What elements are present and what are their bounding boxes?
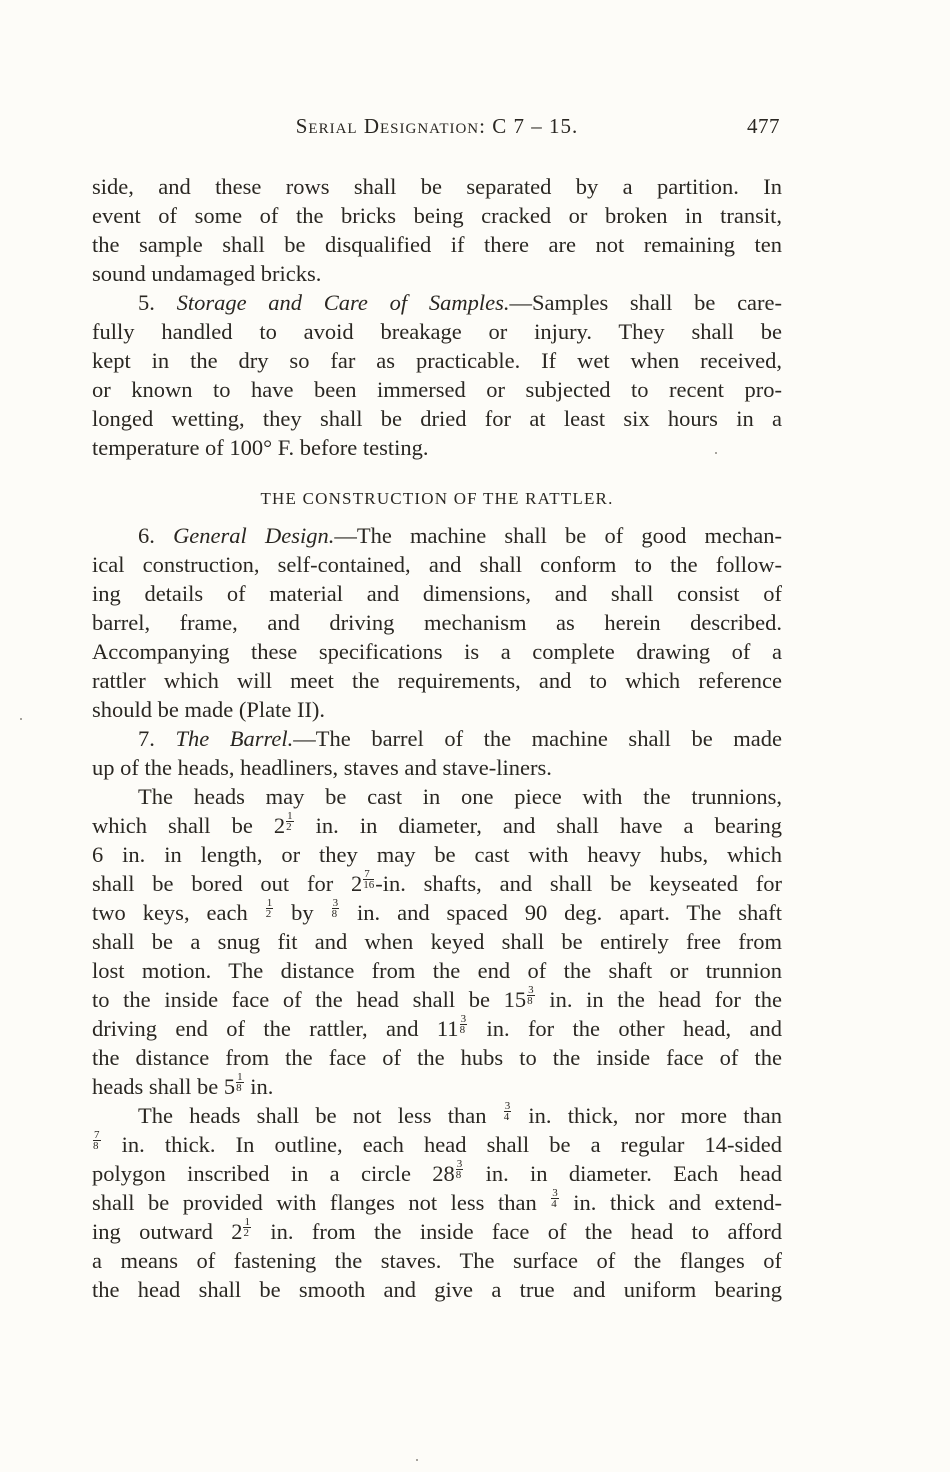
text-line <box>92 898 782 927</box>
paragraph-5-start <box>92 288 782 317</box>
text-line: the head shall be smooth and give a true and uniform bearing <box>92 1277 782 1302</box>
running-head <box>92 114 782 139</box>
text-line: ical construction, self-contained, and shall conform to the follow- <box>92 552 782 577</box>
text-line: 6 in. in length, or they may be cast with heavy hubs, which <box>92 842 782 867</box>
text-fragment: ing outward 2 <box>92 1219 243 1244</box>
text-fragment: in. in diameter, and shall have a bearing <box>294 813 782 838</box>
text-line: barrel, frame, and driving mechanism as herein described. <box>92 610 782 635</box>
text-line: a means of fastening the staves. The surface of the flanges of <box>92 1248 782 1273</box>
text-fragment: polygon inscribed in a circle 28 <box>92 1161 455 1186</box>
text-line <box>92 869 782 898</box>
text-fragment: in. and spaced 90 deg. apart. The shaft <box>340 900 782 925</box>
section-number: 6. <box>138 523 155 548</box>
text-line <box>92 1217 782 1246</box>
section-title: Storage and Care of Samples. <box>176 290 510 315</box>
text-fragment: -in. shafts, and shall be keyseated for <box>375 871 782 896</box>
fraction: $\frac{1}{8}$ <box>236 1072 243 1094</box>
text-fragment: in. thick. In outline, each head shall be a regular 14-sided <box>101 1132 782 1157</box>
text-line <box>92 1014 782 1043</box>
text-line <box>92 1101 782 1130</box>
text-line: the sample shall be disqualified if there are not remaining ten <box>92 232 782 257</box>
text-fragment: in. in diameter. Each head <box>464 1161 782 1186</box>
section-number: 7. <box>138 726 155 751</box>
text-fragment: to the inside face of the head shall be 15 <box>92 987 527 1012</box>
text-fragment: shall be provided with flanges not less than <box>92 1190 551 1215</box>
text-line <box>92 985 782 1014</box>
text-line: event of some of the bricks being cracked or broken in transit, <box>92 203 782 228</box>
text-line: up of the heads, headliners, staves and stave-liners. <box>92 755 552 780</box>
text-fragment: in. <box>244 1074 274 1099</box>
fraction: $\frac{3}{8}$ <box>455 1159 463 1181</box>
text-line <box>92 811 782 840</box>
body-text <box>92 172 782 1304</box>
paragraph-6-start <box>92 521 782 550</box>
paragraph-7-start <box>92 724 782 753</box>
fraction: $\frac{7}{16}$ <box>363 869 375 891</box>
section-title: The Barrel. <box>175 726 294 751</box>
fraction: $\frac{1}{2}$ <box>243 1217 250 1239</box>
text-line: The heads may be cast in one piece with the trunnions, <box>138 784 782 809</box>
text-line: longed wetting, they shall be dried for at least six hours in a <box>92 406 782 431</box>
text-line: or known to have been immersed or subjected to recent pro- <box>92 377 782 402</box>
text-fragment: two keys, each <box>92 900 265 925</box>
fraction: $\frac{7}{8}$ <box>93 1130 100 1152</box>
text-line: lost motion. The distance from the end of the shaft or trunnion <box>92 958 782 983</box>
text-fragment: The heads shall be not less than <box>138 1103 503 1128</box>
section-number: 5. <box>138 290 155 315</box>
text-fragment: which shall be 2 <box>92 813 286 838</box>
text-fragment: in. in the head for the <box>535 987 782 1012</box>
text-line: side, and these rows shall be separated by a partition. In <box>92 174 782 199</box>
text-line: sound undamaged bricks. <box>92 261 322 286</box>
page-header <box>92 114 782 144</box>
text-fragment: in. from the inside face of the head to afford <box>251 1219 782 1244</box>
scan-speck <box>416 1459 418 1461</box>
text-line: shall be a snug fit and when keyed shall be entirely free from <box>92 929 782 954</box>
fraction: $\frac{3}{8}$ <box>331 898 339 920</box>
fraction: $\frac{3}{4}$ <box>503 1101 511 1123</box>
text-line: kept in the dry so far as practicable. If wet when received, <box>92 348 782 373</box>
text-fragment: shall be bored out for 2 <box>92 871 363 896</box>
text-line: the distance from the face of the hubs to the inside face of the <box>92 1045 782 1070</box>
fraction: $\frac{3}{8}$ <box>459 1014 467 1036</box>
text-fragment: —Samples shall be care- <box>509 290 782 315</box>
text-line: should be made (Plate II). <box>92 697 326 722</box>
running-head-title: Serial Designation: <box>295 114 486 138</box>
text-fragment: heads shall be 5 <box>92 1074 236 1099</box>
text-line <box>92 1130 782 1159</box>
text-fragment: in. thick and extend- <box>559 1190 782 1215</box>
fraction: $\frac{1}{2}$ <box>265 898 273 920</box>
section-heading: THE CONSTRUCTION OF THE RATTLER. <box>260 489 614 508</box>
text-fragment: —The barrel of the machine shall be made <box>293 726 782 751</box>
fraction: $\frac{1}{2}$ <box>286 811 293 833</box>
section-title: General Design. <box>173 523 335 548</box>
text-line: temperature of 100° F. before testing. <box>92 435 429 460</box>
text-line: Accompanying these specifications is a complete drawing of a <box>92 639 782 664</box>
text-line <box>92 1159 782 1188</box>
text-fragment: —The machine shall be of good mechan- <box>334 523 782 548</box>
text-line: ing details of material and dimensions, and shall consist of <box>92 581 782 606</box>
text-line <box>92 1072 782 1101</box>
text-line: fully handled to avoid breakage or injury. They shall be <box>92 319 782 344</box>
text-fragment: in. for the other head, and <box>468 1016 782 1041</box>
text-line <box>92 1188 782 1217</box>
text-fragment: by <box>274 900 331 925</box>
scan-speck <box>20 718 22 720</box>
scan-speck <box>715 452 717 454</box>
text-line: rattler which will meet the requirements, and to which reference <box>92 668 782 693</box>
fraction: $\frac{3}{8}$ <box>527 985 534 1007</box>
fraction: $\frac{3}{4}$ <box>551 1188 558 1210</box>
text-fragment: in. thick, nor more than <box>512 1103 782 1128</box>
text-fragment: driving end of the rattler, and 11 <box>92 1016 459 1041</box>
running-head-code: C 7 – 15. <box>492 114 579 138</box>
page-number: 477 <box>747 114 780 138</box>
